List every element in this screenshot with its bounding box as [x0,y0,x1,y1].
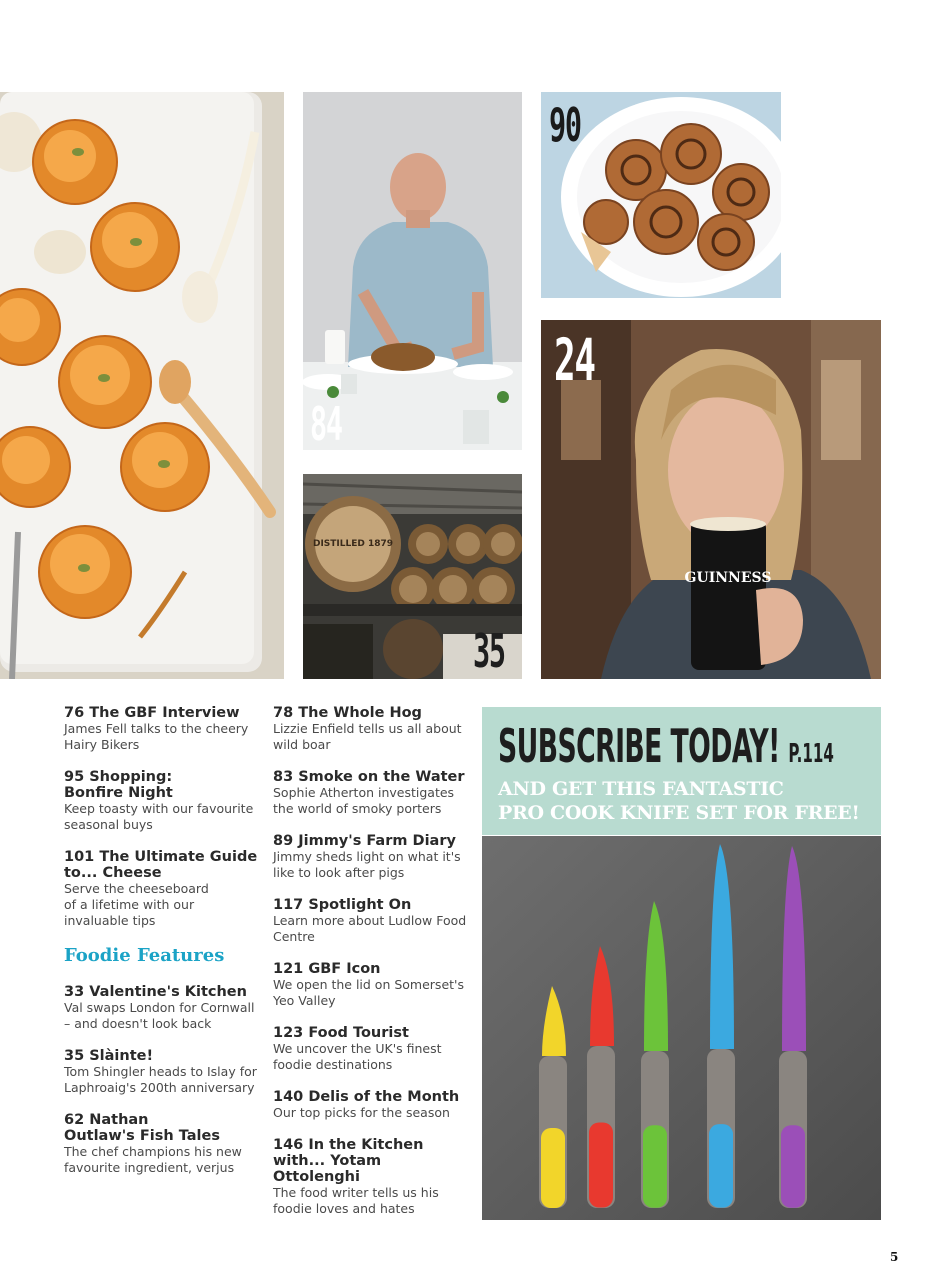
knife-grip [589,1123,613,1208]
section-heading-foodie-features: Foodie Features [64,945,225,966]
toc-item-title: 117 Spotlight On [273,897,412,913]
subscribe-headline [498,719,834,777]
toc-item-desc: We open the lid on Somerset's Yeo Valley [273,977,464,1008]
barrel-text: DISTILLED 1879 [312,539,394,549]
toc-item-title: 83 Smoke on the Water [273,769,465,785]
toc-item-desc: Tom Shingler heads to Islay for Laphroaig's 200th anniversary [64,1064,257,1095]
toc-item-title: 121 GBF Icon [273,961,381,977]
toc-item[interactable] [273,897,468,945]
toc-item[interactable] [64,1112,259,1176]
toc-item[interactable] [273,833,468,881]
toc-right-column [273,705,468,1233]
toc-item-desc: Keep toasty with our favourite seasonal buys [64,801,254,832]
distillery-photo [303,474,522,679]
toc-item-desc: Sophie Atherton investigates the world of smoky porters [273,785,455,816]
page-folio: 5 [890,1250,899,1264]
knife-set-photo [482,836,881,1220]
subscribe-headline-text: SUBSCRIBE TODAY! [498,719,780,773]
subscribe-offer-line-1: AND GET THIS FANTASTIC [498,778,784,800]
toc-item-title: 62 Nathan Outlaw's Fish Tales [64,1112,220,1144]
guinness-glass-text: GUINNESS [684,570,772,586]
knife-grip [541,1128,565,1208]
chef-carving-photo [303,92,522,450]
toc-item-title: 33 Valentine's Kitchen [64,984,247,1000]
toc-left-column [64,705,259,1192]
knife-grip [781,1125,805,1208]
buns-page-number: 90 [549,98,581,152]
subscribe-offer-line-2: PRO COOK KNIFE SET FOR FREE! [498,802,860,824]
toc-item-title: 101 The Ultimate Guide to... Cheese [64,849,258,881]
toc-item-title: 146 In the Kitchen with... Yotam Ottolenghi [273,1137,424,1185]
toc-item[interactable] [273,769,468,817]
toc-item-desc: The food writer tells us his foodie loves and hates [273,1185,439,1216]
toc-item[interactable] [273,1089,468,1121]
toc-item-title: 95 Shopping: Bonfire Night [64,769,173,801]
knife-grip [643,1125,667,1208]
toc-item-desc: Jimmy sheds light on what it's like to look after pigs [273,849,461,880]
toc-item-desc: Serve the cheeseboard of a lifetime with our invaluable tips [64,881,209,928]
chef-page-number: 84 [310,397,342,450]
toc-item[interactable] [273,1137,468,1217]
toc-item[interactable] [273,961,468,1009]
toc-item[interactable] [64,1048,259,1096]
woman-page-number: 24 [554,326,595,394]
guinness-woman-photo [541,320,881,679]
distillery-page-number: 35 [473,624,505,678]
toc-item-desc: James Fell talks to the cheery Hairy Bikers [64,721,249,752]
toc-item-desc: Lizzie Enfield tells us all about wild boar [273,721,462,752]
toc-item-desc: The chef champions his new favourite ingredient, verjus [64,1144,242,1175]
toc-item-title: 76 The GBF Interview [64,705,240,721]
toc-item[interactable] [64,705,259,753]
toc-item[interactable] [273,1025,468,1073]
toc-item-desc: Learn more about Ludlow Food Centre [273,913,467,944]
toc-item-desc: Our top picks for the season [273,1105,450,1120]
toc-item-title: 78 The Whole Hog [273,705,422,721]
toc-item[interactable] [64,849,259,929]
toc-item-title: 123 Food Tourist [273,1025,409,1041]
toc-item-desc: We uncover the UK's finest foodie destinations [273,1041,442,1072]
toc-item[interactable] [273,705,468,753]
toc-item[interactable] [64,769,259,833]
subscribe-banner[interactable] [482,707,881,835]
apple-tarts-photo [0,92,284,679]
toc-item-title: 89 Jimmy's Farm Diary [273,833,456,849]
toc-item-desc: Val swaps London for Cornwall – and doesn't look back [64,1000,255,1031]
toc-item-title: 140 Delis of the Month [273,1089,460,1105]
subscribe-page-ref: P.114 [788,739,834,769]
cinnamon-buns-photo [541,92,781,298]
toc-item-title: 35 Slàinte! [64,1048,154,1064]
toc-item[interactable] [64,984,259,1032]
knife-grip [709,1124,733,1208]
